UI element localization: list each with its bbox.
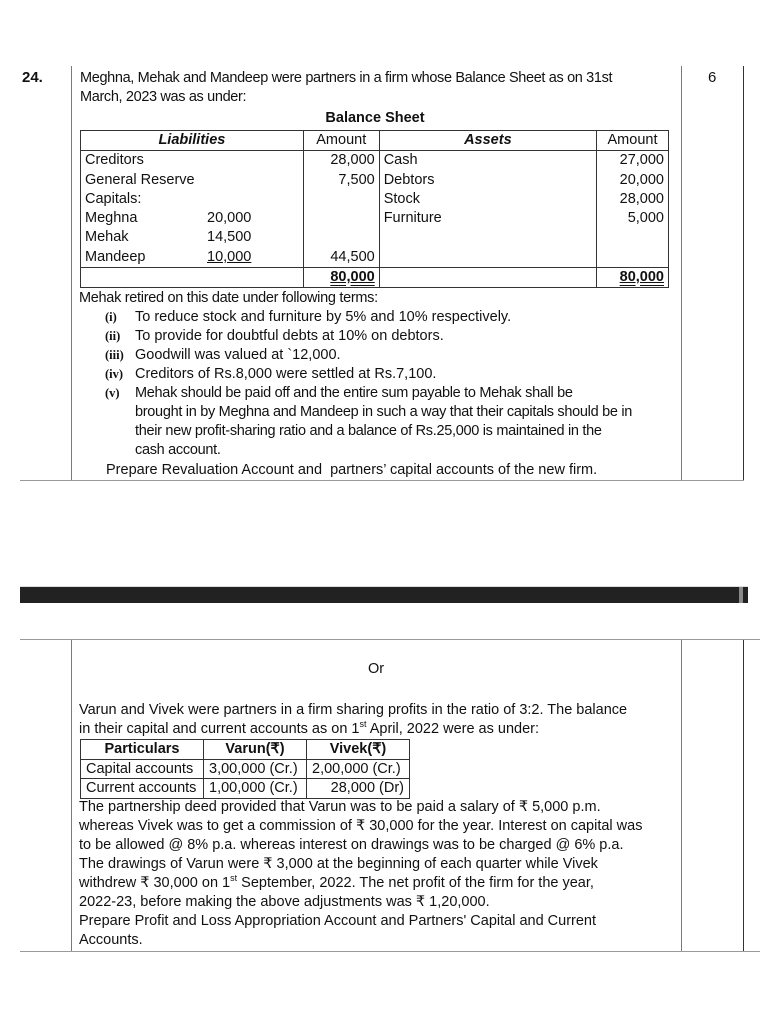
body-line: The drawings of Varun were ₹ 3,000 at the beginning of each quarter while Vivek (79, 856, 598, 872)
instruction-line: Prepare Profit and Loss Appropriation Account and Partners' Capital and Current (79, 913, 597, 929)
vivek-cell: 2,00,000 (Cr.) (307, 759, 410, 779)
asset-amount (597, 228, 669, 247)
amount-header-1: Amount (303, 131, 379, 151)
capital-current-table (80, 739, 410, 799)
vivek-cell: 28,000 (Dr) (307, 779, 410, 799)
term-item (105, 346, 675, 365)
liability-name: Creditors (85, 152, 144, 169)
table-row (81, 209, 669, 228)
table-row (81, 171, 669, 190)
left-column-divider-bottom (71, 640, 72, 951)
body-line: 2022-23, before making the above adjustments was ₹ 1,20,000. (79, 894, 490, 910)
total-label-empty (81, 268, 304, 288)
asset-name: Cash (379, 151, 596, 171)
page-separator-bar (20, 586, 748, 603)
table-row (81, 151, 669, 171)
term-text: To provide for doubtful debts at 10% on debtors. (135, 328, 444, 344)
liability-amount: 28,000 (303, 151, 379, 171)
right-border-top (743, 66, 744, 480)
liability-amount (303, 228, 379, 247)
ordinal-suffix: st (230, 873, 238, 884)
term-text-multiline (135, 384, 675, 460)
term-text: Creditors of Rs.8,000 were settled at Rs.7,100. (135, 366, 437, 382)
table-row (81, 759, 410, 779)
term-text: To reduce stock and furniture by 5% and 10% respectively. (135, 309, 512, 325)
asset-amount (597, 248, 669, 268)
varun-header: Varun(₹) (204, 740, 307, 760)
table-row (81, 779, 410, 799)
alt-question-body (79, 798, 675, 950)
liability-name: Mandeep (85, 248, 146, 265)
asset-name (379, 248, 596, 268)
alt-intro-line-1: Varun and Vivek were partners in a firm sharing profits in the ratio of 3:2. The balance (79, 702, 628, 718)
table-header-row (81, 740, 410, 760)
asset-name: Debtors (379, 171, 596, 190)
marks-column-divider-bottom (681, 640, 682, 951)
term-item (105, 308, 675, 327)
intro-line-2: March, 2023 was as under: (80, 89, 247, 105)
liability-name: Meghna (85, 210, 138, 227)
intro-line-1: Meghna, Mehak and Mandeep were partners in a firm whose Balance Sheet as on 31st (80, 70, 613, 86)
separator-thumb (739, 587, 743, 603)
asset-amount: 28,000 (597, 190, 669, 209)
alt-intro-text: in their capital and current accounts as on 1 (79, 721, 360, 737)
total-assets-label-empty (379, 268, 596, 288)
body-line (79, 874, 675, 893)
section-bottom-rule-2 (20, 951, 760, 952)
term-number: (iv) (105, 367, 124, 381)
marks-value: 6 (708, 69, 717, 86)
balance-sheet-header-row (81, 131, 669, 151)
asset-amount: 20,000 (597, 171, 669, 190)
liability-amount (303, 209, 379, 228)
term-v-line: Mehak should be paid off and the entire sum payable to Mehak shall be (135, 385, 573, 401)
term-item (105, 327, 675, 346)
or-label: Or (368, 661, 385, 677)
question-intro (80, 69, 680, 107)
table-row (81, 190, 669, 209)
vivek-header: Vivek(₹) (307, 740, 410, 760)
liability-name: General Reserve (85, 171, 195, 188)
liability-amount: 44,500 (303, 248, 379, 268)
table-row (81, 228, 669, 247)
term-number: (ii) (105, 329, 121, 343)
varun-cell: 3,00,000 (Cr.) (204, 759, 307, 779)
liability-amount (303, 190, 379, 209)
body-text: withdrew ₹ 30,000 on 1 (79, 875, 231, 891)
particulars-header: Particulars (81, 740, 204, 760)
right-border-bottom (743, 640, 744, 951)
body-line: The partnership deed provided that Varun was to be paid a salary of ₹ 5,000 p.m. (79, 799, 601, 815)
section-bottom-rule (20, 480, 744, 481)
liability-amount: 7,500 (303, 171, 379, 190)
alt-intro-line-2 (79, 720, 675, 739)
asset-name: Furniture (379, 209, 596, 228)
ordinal-suffix: st (359, 719, 367, 730)
term-number: (v) (105, 386, 120, 400)
question-instruction: Prepare Revaluation Account and partners’ capital accounts of the new firm. (106, 462, 598, 478)
term-number: (iii) (105, 348, 124, 362)
section-top-rule (20, 639, 760, 640)
liability-name: Capitals: (85, 190, 142, 207)
total-row (81, 268, 669, 288)
particular-cell: Current accounts (81, 779, 204, 799)
balance-sheet-table (80, 130, 669, 288)
asset-amount: 5,000 (597, 209, 669, 228)
body-line: whereas Vivek was to get a commission of ₹ 30,000 for the year. Interest on capital was (79, 818, 643, 834)
asset-amount: 27,000 (597, 151, 669, 171)
term-v-line: brought in by Meghna and Mandeep in such a way that their capitals should be in (135, 404, 633, 420)
term-item (105, 365, 675, 384)
question-number: 24. (22, 69, 43, 86)
instruction-line: Accounts. (79, 932, 143, 948)
retire-statement: Mehak retired on this date under following terms: (79, 290, 378, 306)
terms-list (105, 308, 675, 460)
marks-column-divider-top (681, 66, 682, 480)
term-v-line: their new profit-sharing ratio and a balance of Rs.25,000 is maintained in the (135, 423, 602, 439)
liabilities-header: Liabilities (81, 131, 304, 151)
alt-question-intro (79, 701, 675, 739)
liability-sub: 10,000 (207, 248, 252, 265)
asset-name: Stock (379, 190, 596, 209)
body-text-post: September, 2022. The net profit of the firm for the year, (237, 875, 594, 891)
liability-sub: 14,500 (207, 229, 252, 246)
asset-name (379, 228, 596, 247)
amount-header-2: Amount (597, 131, 669, 151)
term-number: (i) (105, 310, 117, 324)
varun-cell: 1,00,000 (Cr.) (204, 779, 307, 799)
particular-cell: Capital accounts (81, 759, 204, 779)
alt-intro-text-post: April, 2022 were as under: (366, 721, 540, 737)
liability-sub: 20,000 (207, 210, 252, 227)
assets-header: Assets (379, 131, 596, 151)
liability-name: Mehak (85, 229, 129, 246)
left-column-divider-top (71, 66, 72, 480)
balance-sheet-title: Balance Sheet (325, 110, 425, 126)
body-line: to be allowed @ 8% p.a. whereas interest on drawings was to be charged @ 6% p.a. (79, 837, 624, 853)
term-item (105, 384, 675, 460)
total-liabilities: 80,000 (330, 269, 375, 286)
term-text: Goodwill was valued at `12,000. (135, 347, 341, 363)
term-v-line: cash account. (135, 442, 221, 458)
total-assets: 80,000 (619, 269, 664, 286)
table-row (81, 248, 669, 268)
